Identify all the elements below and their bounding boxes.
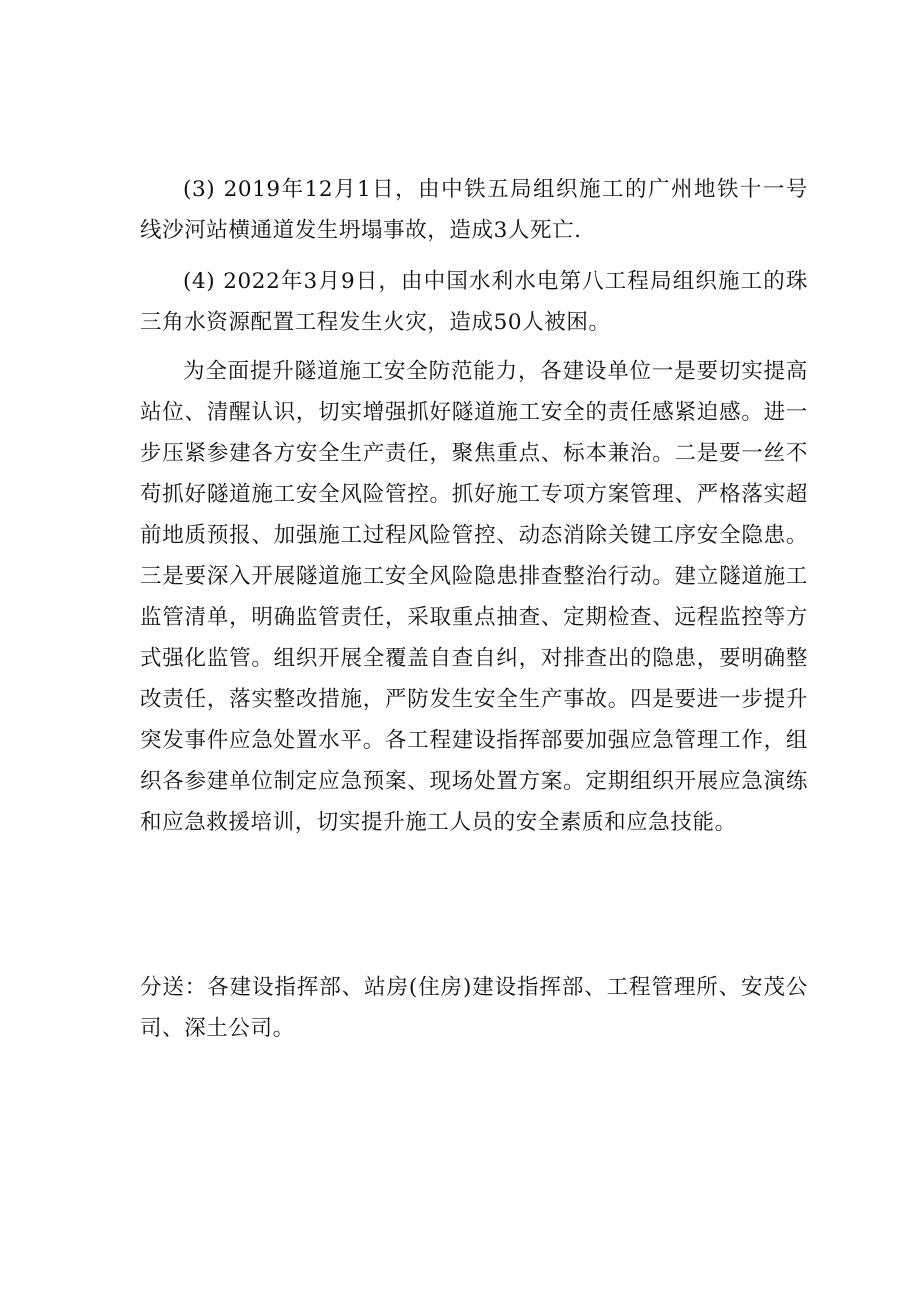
- safety-requirements-paragraph: 为全面提升隧道施工安全防范能力，各建设单位一是要切实提高站位、清醒认识，切实增强抓好隧道施工安全的责任感紧迫感。进一步压紧参建各方安全生产责任，聚焦重点、标本兼治。二是要一丝不苟抓好隧道施工安全风险管控。抓好施工专项方案管理、严格落实超前地质预报、加强施工过程风险管控、动态消除关键工序安全隐患。三是要深入开展隧道施工安全风险隐患排查整治行动。建立隧道施工监管清单，明确监管责任，采取重点抽查、定期检查、远程监控等方式强化监管。组织开展全覆盖自查自纠，对排查出的隐患，要明确整改责任，落实整改措施，严防发生安全生产事故。四是要进一步提升突发事件应急处置水平。各工程建设指挥部要加强应急管理工作，组织各参建单位制定应急预案、现场处置方案。定期组织开展应急演练和应急救援培训，切实提升施工人员的安全素质和应急技能。: [140, 359, 808, 835]
- incident-item-4: (4) 2022年3月9日，由中国水利水电第八工程局组织施工的珠三角水资源配置工程发生火灾，造成50人被困。: [140, 269, 808, 335]
- incident-item-3: (3) 2019年12月1日，由中铁五局组织施工的广州地铁十一号线沙河站横通道发生坍塌事故，造成3人死亡.: [140, 177, 808, 243]
- distribution-list: 分送：各建设指挥部、站房(住房)建设指挥部、工程管理所、安茂公司、深土公司。: [140, 975, 808, 1041]
